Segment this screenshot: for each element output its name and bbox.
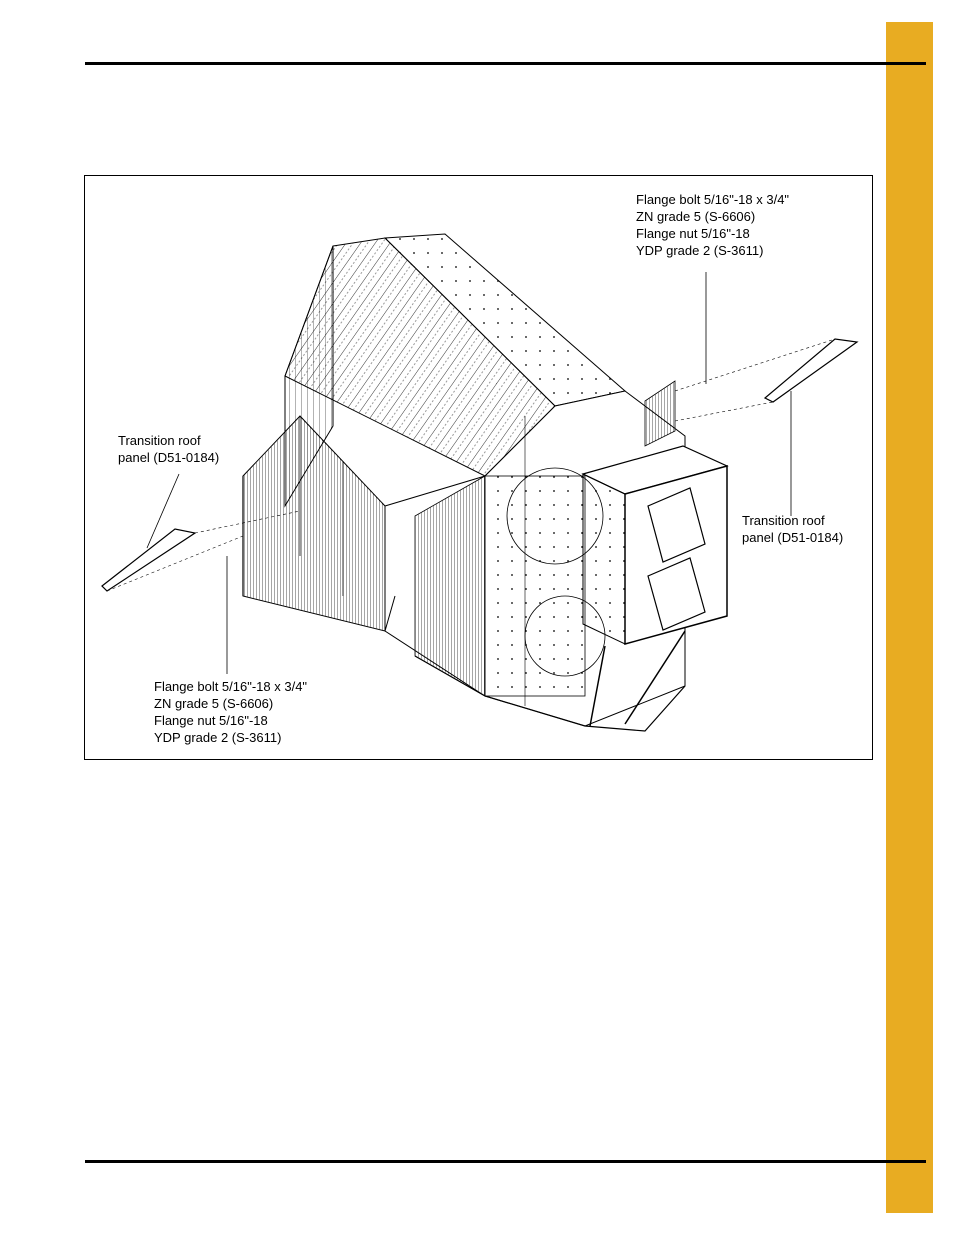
callout-flange-bolt-bottom <box>154 678 307 746</box>
dryer-assembly-drawing <box>85 176 873 760</box>
callout-line: ZN grade 5 (S-6606) <box>636 209 756 224</box>
chapter-side-tab <box>886 22 933 1213</box>
callout-line: ZN grade 5 (S-6606) <box>154 696 274 711</box>
callout-line: Transition roof <box>118 433 201 448</box>
callout-transition-panel-left <box>118 432 219 466</box>
callout-line: YDP grade 2 (S-3611) <box>636 243 764 258</box>
callout-line: panel (D51-0184) <box>742 530 844 545</box>
callout-flange-bolt-top <box>636 191 789 259</box>
callout-line: YDP grade 2 (S-3611) <box>154 730 282 745</box>
header-rule <box>85 62 926 65</box>
fan-housing-side <box>583 474 625 644</box>
callout-line: Flange bolt 5/16"-18 x 3/4" <box>154 679 308 694</box>
callout-transition-panel-right <box>742 512 843 546</box>
assembly-figure <box>84 175 873 760</box>
callout-line: Flange nut 5/16"-18 <box>154 713 268 728</box>
lower-hood <box>243 416 385 631</box>
callout-line: Transition roof <box>742 513 825 528</box>
callout-line: panel (D51-0184) <box>118 450 220 465</box>
transition-roof-panel-left <box>102 529 195 591</box>
callout-line: Flange nut 5/16"-18 <box>636 226 750 241</box>
footer-rule <box>85 1160 926 1163</box>
callout-line: Flange bolt 5/16"-18 x 3/4" <box>636 192 790 207</box>
transition-roof-panel-right <box>765 339 857 402</box>
